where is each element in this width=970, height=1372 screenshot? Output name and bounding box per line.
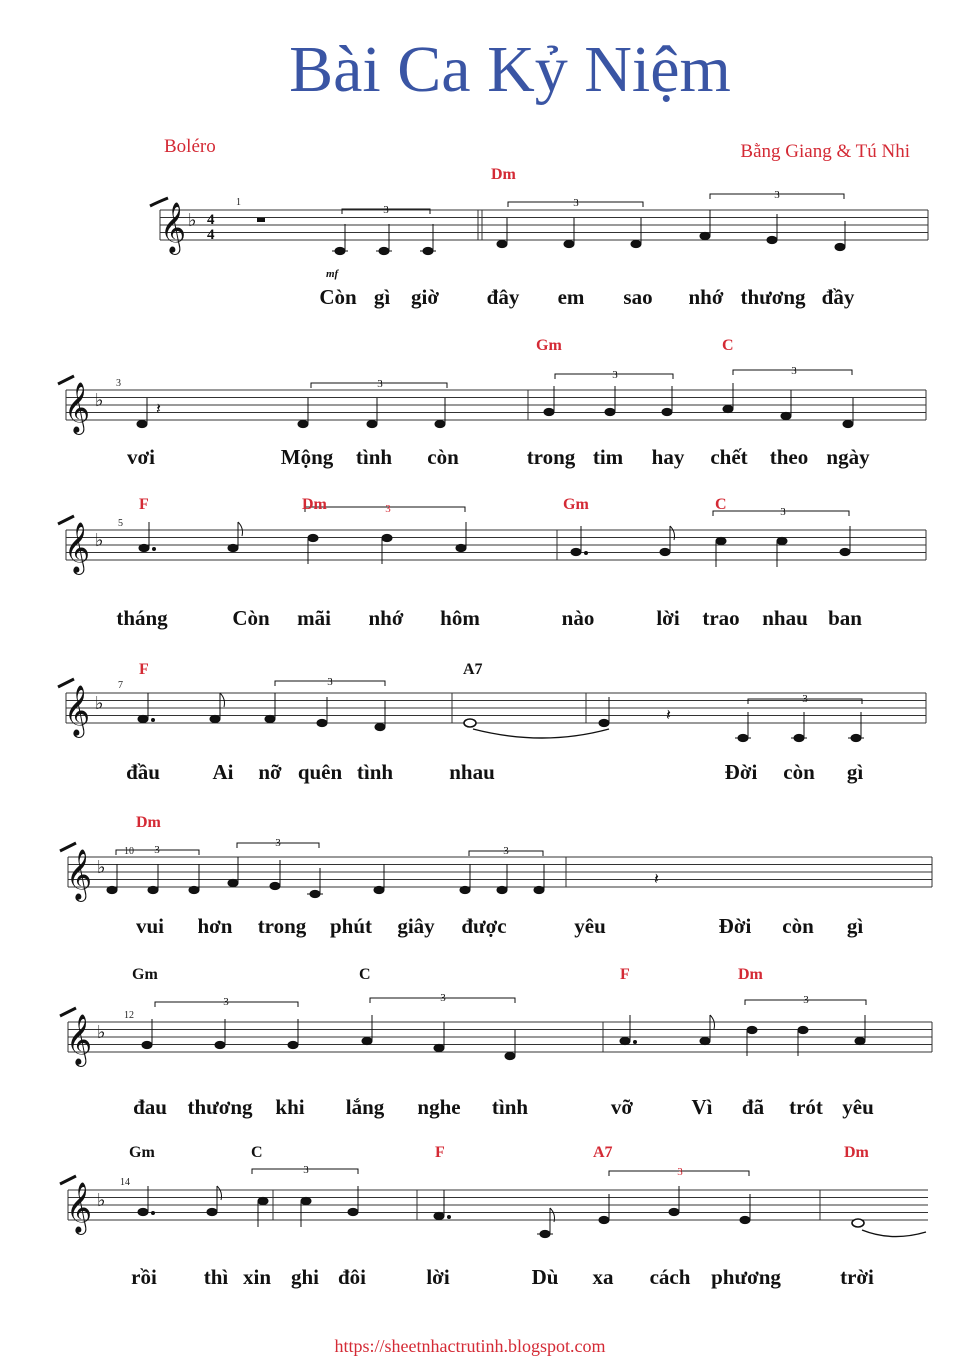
svg-text:3: 3 [780, 506, 786, 518]
lyric-syllable: còn [427, 445, 459, 469]
svg-text:3: 3 [377, 378, 383, 390]
measure-number: 14 [120, 1177, 130, 1188]
svg-text:3: 3 [303, 1164, 309, 1176]
svg-text:𝄞: 𝄞 [66, 1014, 93, 1065]
chord-symbol: Dm [491, 166, 516, 183]
song-title: Bài Ca Kỷ Niệm [289, 33, 731, 106]
lyric-syllable: Mộng [280, 445, 334, 469]
lyric-syllable: ban [828, 606, 862, 630]
lyric-syllable: cách [649, 1265, 691, 1289]
measure-number: 1 [236, 197, 241, 208]
lyric-syllable: Còn [232, 606, 270, 630]
svg-text:𝄽: 𝄽 [654, 869, 659, 888]
svg-text:3: 3 [677, 1166, 683, 1178]
lyric-syllable: tình [355, 445, 393, 469]
source-url-link[interactable]: https://sheetnhactrutinh.blogspot.com [334, 1336, 606, 1356]
lyric-syllable: Vì [691, 1095, 713, 1119]
lyric-syllable: đầu [126, 760, 160, 784]
staff-system-5 [0, 805, 970, 955]
svg-text:3: 3 [223, 996, 229, 1008]
svg-text:𝄽: 𝄽 [666, 705, 671, 724]
svg-text:3: 3 [154, 844, 160, 856]
lyric-syllable: được [461, 914, 507, 938]
svg-text:♭: ♭ [95, 390, 104, 411]
chord-symbol: Dm [302, 496, 327, 513]
lyric-syllable: vơi [127, 445, 155, 469]
style-label: Boléro [164, 136, 216, 157]
composer-credit: Bằng Giang & Tú Nhi [740, 141, 910, 162]
svg-text:3: 3 [791, 365, 797, 377]
lyric-syllable: giờ [411, 285, 439, 309]
measure-number: 12 [124, 1010, 134, 1021]
svg-text:3: 3 [573, 197, 579, 209]
lyric-syllable: nhớ [688, 285, 724, 309]
lyric-syllable: sao [623, 285, 653, 309]
lyric-syllable: hơn [197, 914, 233, 938]
staff-system-6 [0, 960, 970, 1130]
svg-text:3: 3 [503, 845, 509, 857]
lyric-syllable: thương [740, 285, 806, 309]
lyric-syllable: vui [135, 914, 165, 938]
lyric-syllable: nhớ [368, 606, 404, 630]
svg-text:3: 3 [803, 994, 809, 1006]
chord-symbol: Dm [136, 814, 161, 831]
lyric-syllable: còn [783, 760, 815, 784]
lyric-syllable: mãi [297, 606, 331, 630]
chord-symbol: Gm [536, 337, 562, 354]
lyric-syllable: đầy [821, 285, 855, 309]
lyric-syllable: ngày [826, 445, 870, 469]
chord-symbol: F [139, 661, 149, 678]
lyric-syllable: lời [656, 606, 680, 630]
svg-text:♭: ♭ [97, 1190, 106, 1211]
lyric-syllable: yêu [842, 1095, 874, 1119]
lyric-syllable: hay [651, 445, 685, 469]
lyric-syllable: Đời [718, 914, 752, 938]
lyric-syllable: hôm [440, 606, 480, 630]
lyric-syllable: lời [426, 1265, 450, 1289]
chord-symbol: C [722, 337, 734, 354]
lyric-syllable: tình [356, 760, 394, 784]
svg-text:4: 4 [207, 227, 215, 243]
lyric-syllable: đôi [337, 1265, 367, 1289]
lyric-syllable: trót [789, 1095, 823, 1119]
staff-system-3 [0, 490, 970, 640]
svg-text:♭: ♭ [97, 857, 106, 878]
measure-number: 10 [124, 846, 134, 857]
svg-text:3: 3 [440, 992, 446, 1004]
svg-text:𝄞: 𝄞 [64, 685, 91, 736]
lyric-syllable: tim [592, 445, 624, 469]
svg-text:♭: ♭ [95, 530, 104, 551]
chord-symbol: Dm [844, 1144, 869, 1161]
lyric-syllable: còn [782, 914, 814, 938]
lyric-syllable: tình [491, 1095, 529, 1119]
svg-text:𝄞: 𝄞 [64, 382, 91, 433]
svg-text:𝄽: 𝄽 [156, 399, 161, 418]
chord-symbol: Gm [132, 966, 158, 983]
svg-text:3: 3 [383, 204, 389, 216]
measure-number: 7 [118, 680, 123, 691]
lyric-syllable: Ai [212, 760, 234, 784]
lyric-syllable: đau [133, 1095, 167, 1119]
chord-symbol: C [359, 966, 371, 983]
svg-text:3: 3 [385, 503, 391, 515]
lyric-syllable: Còn [319, 285, 357, 309]
svg-text:3: 3 [327, 676, 333, 688]
dynamic-marking: mf [326, 268, 339, 280]
staff-system-7 [0, 1135, 970, 1305]
lyric-syllable: xin [242, 1265, 272, 1289]
chord-symbol: C [715, 496, 727, 513]
svg-text:3: 3 [275, 837, 281, 849]
lyric-syllable: khi [275, 1095, 305, 1119]
lyric-syllable: phương [711, 1265, 781, 1289]
svg-text:4: 4 [207, 212, 215, 228]
lyric-syllable: vỡ [610, 1095, 634, 1119]
measure-number: 5 [118, 518, 123, 529]
lyric-syllable: phút [329, 914, 373, 938]
measure-number: 3 [116, 378, 121, 389]
svg-text:𝄞: 𝄞 [160, 202, 187, 253]
lyric-syllable: trong [257, 914, 307, 938]
svg-text:3: 3 [774, 189, 780, 201]
lyric-syllable: ghi [290, 1265, 320, 1289]
staff-system-4 [0, 650, 970, 800]
lyric-syllable: xa [592, 1265, 614, 1289]
chord-symbol: F [620, 966, 630, 983]
chord-symbol: Dm [738, 966, 763, 983]
svg-text:𝄞: 𝄞 [64, 522, 91, 573]
lyric-syllable: rồi [131, 1265, 157, 1289]
lyric-syllable: chết [710, 445, 748, 469]
lyric-syllable: trời [840, 1265, 874, 1289]
lyric-syllable: đã [741, 1095, 765, 1119]
lyric-syllable: thì [203, 1265, 229, 1289]
chord-symbol: C [251, 1144, 263, 1161]
chord-symbol: F [435, 1144, 445, 1161]
lyric-syllable: nghe [417, 1095, 461, 1119]
lyric-syllable: tháng [116, 606, 168, 630]
chord-symbol: F [139, 496, 149, 513]
svg-text:𝄞: 𝄞 [66, 1182, 93, 1233]
svg-text:♭: ♭ [95, 693, 104, 714]
svg-text:𝄞: 𝄞 [66, 849, 93, 900]
svg-text:♭: ♭ [97, 1022, 106, 1043]
lyric-syllable: theo [769, 445, 809, 469]
lyric-syllable: quên [297, 760, 343, 784]
svg-text:3: 3 [802, 693, 808, 705]
chord-symbol: Gm [563, 496, 589, 513]
lyric-syllable: đây [486, 285, 520, 309]
lyric-syllable: Đời [724, 760, 758, 784]
lyric-syllable: gì [373, 285, 391, 309]
lyric-syllable: nỡ [258, 760, 282, 784]
lyric-syllable: em [557, 285, 585, 309]
lyric-syllable: thương [187, 1095, 253, 1119]
lyric-syllable: Dù [531, 1265, 559, 1289]
staff-system-1 [0, 160, 970, 310]
lyric-syllable: nào [561, 606, 595, 630]
lyric-syllable: trao [702, 606, 740, 630]
lyric-syllable: gì [846, 760, 864, 784]
lyric-syllable: lắng [345, 1095, 385, 1119]
chord-symbol: A7 [593, 1144, 613, 1161]
lyric-syllable: nhau [449, 760, 495, 784]
svg-text:3: 3 [612, 369, 618, 381]
lyric-syllable: giây [397, 914, 435, 938]
lyric-syllable: gì [846, 914, 864, 938]
lyric-syllable: nhau [762, 606, 808, 630]
svg-text:♭: ♭ [188, 210, 197, 231]
staff-system-2 [0, 330, 970, 480]
lyric-syllable: yêu [574, 914, 606, 938]
chord-symbol: A7 [463, 661, 483, 678]
chord-symbol: Gm [129, 1144, 155, 1161]
lyric-syllable: trong [526, 445, 576, 469]
